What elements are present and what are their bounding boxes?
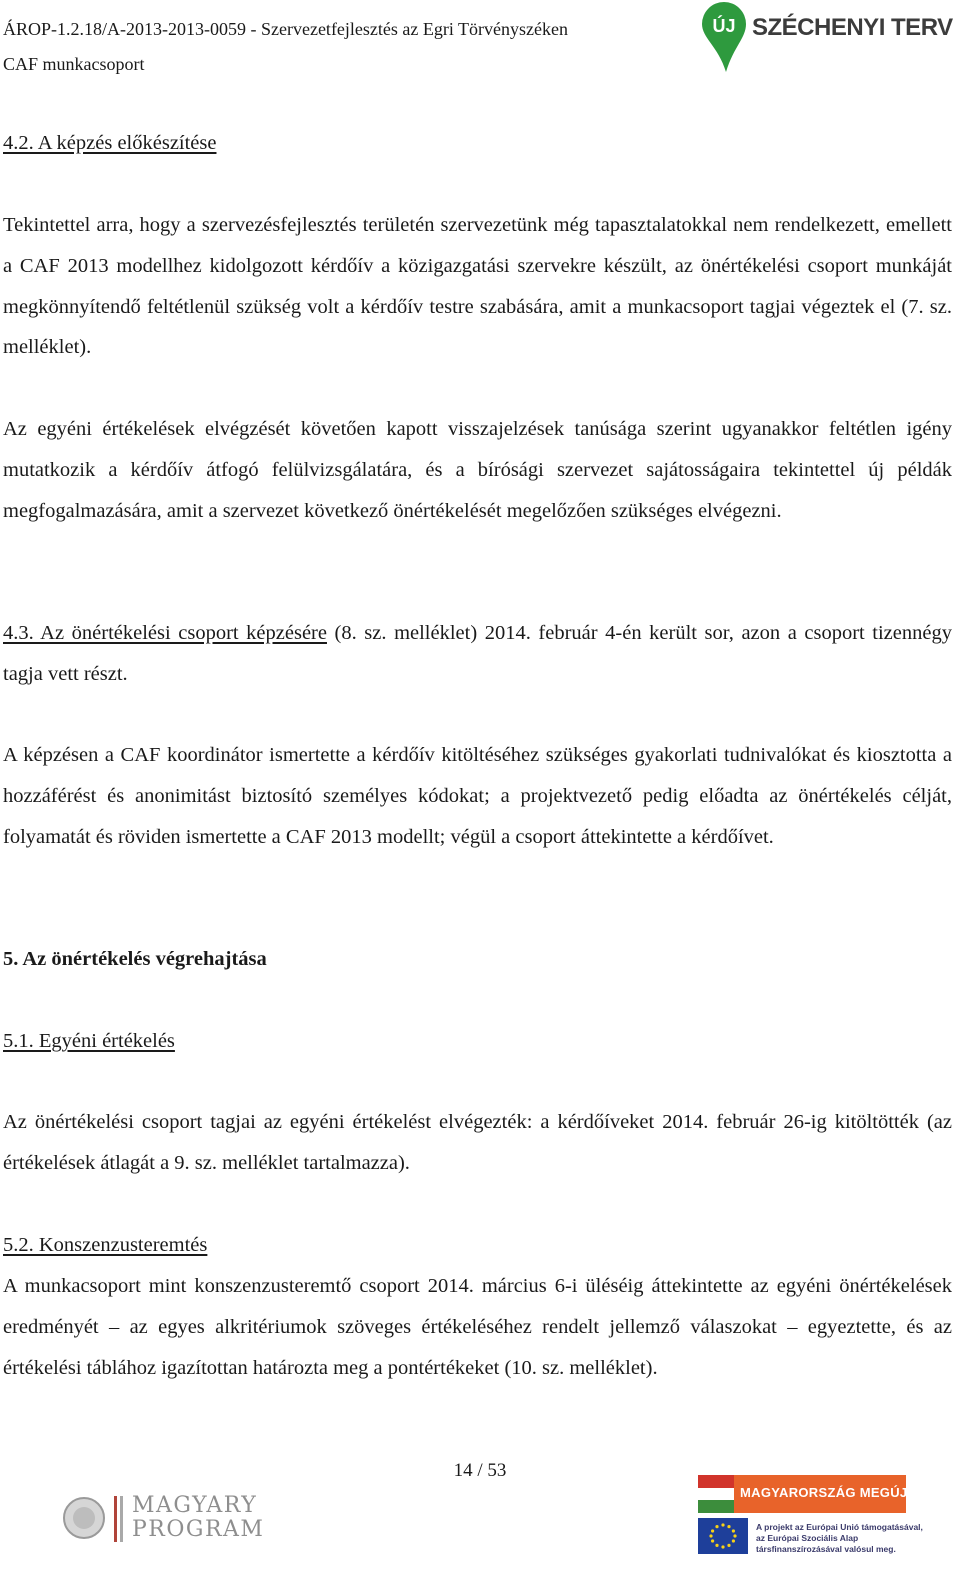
paragraph-1: Tekintettel arra, hogy a szervezésfejlesztés területén szervezetünk még tapasztalatokkal nem rendelkezett, emellett a CAF 2013 modellhez kidolgozott kérdőív a közigazgatási szervekre készült, az önértékelési csoport munkáját megkönnyítendő feltétlenül szükség volt a kérdőív testre szabására, amit a munkacsoport tagjai végeztek el (7. sz. melléklet). <box>3 214 952 359</box>
magyarorszag-megujul-text: MAGYARORSZÁG MEGÚJUL <box>740 1485 926 1500</box>
magyary-name: MAGYARY <box>132 1493 258 1518</box>
header-group-line: CAF munkacsoport <box>3 54 145 74</box>
magyary-program: PROGRAM <box>132 1517 265 1542</box>
paragraph-2: Az egyéni értékelések elvégzését követően kapott visszajelzések tanúsága szerint ugyanakkor feltétlen igény mutatkozik a kérdőív átfogó felülvizsgálatára, és a bírósági szervezet sajátosságaira tekintettel új példák megfogalmazására, amit a szervezet következő önértékelését megelőzően szükséges elvégezni. <box>3 418 952 522</box>
eu-note-line-1: A projekt az Európai Unió támogatásával, <box>756 1522 923 1532</box>
logo-prefix: ÚJ <box>712 16 736 36</box>
paragraph-4: A képzésen a CAF koordinátor ismertette a kérdőív kitöltéséhez szükséges gyakorlati tudnivalókat és kiosztotta a hozzáférést és anonimitást biztosító személyes kódokat; a projektvezető pedig előadta az önértékelés célját, folyamatát és röviden ismertette a CAF 2013 modellt; végül a csoport áttekintette a kérdőívet. <box>3 744 952 848</box>
hungarian-flag-icon <box>698 1475 734 1513</box>
section-5-1-heading: 5.1. Egyéni értékelés <box>3 1030 175 1052</box>
eu-note-line-3: társfinanszírozásával valósul meg. <box>756 1544 896 1554</box>
paragraph-3-text: (8. sz. melléklet) 2014. február 4-én került sor, azon a csoport tizennégy tagja vett részt. <box>3 622 952 685</box>
paragraph-3 <box>3 613 952 695</box>
section-4-2-heading: 4.2. A képzés előkészítése <box>3 132 217 154</box>
header-project-line: ÁROP-1.2.18/A-2013-2013-0059 - Szervezetfejlesztés az Egri Törvényszéken <box>3 19 568 39</box>
magyary-emblem-icon <box>60 1490 130 1546</box>
section-5-heading: 5. Az önértékelés végrehajtása <box>3 948 267 970</box>
szechenyi-logo-text: SZÉCHENYI TERV <box>752 14 953 41</box>
paragraph-5: Az önértékelési csoport tagjai az egyéni értékelést elvégezték: a kérdőíveket 2014. február 26-ig kitöltötték (az értékelések átlagát a 9. sz. melléklet tartalmazza). <box>3 1111 952 1174</box>
section-5-2-heading: 5.2. Konszenzusteremtés <box>3 1234 208 1256</box>
paragraph-6: A munkacsoport mint konszenzusteremtő csoport 2014. március 6-i üléséig áttekintette az egyéni önértékelések eredményét – az egyes alkritériumok szöveges értékeléséhez rendelt jellemző válaszokat – egyeztette, és az értékelési táblához igazítottan határozta meg a pontértékeket (10. sz. melléklet). <box>3 1275 952 1379</box>
eu-note-line-2: az Európai Szociális Alap <box>756 1533 859 1543</box>
eu-flag-icon <box>698 1518 748 1554</box>
page-number: 14 / 53 <box>453 1460 507 1481</box>
section-4-3-heading: 4.3. Az önértékelési csoport képzésére <box>3 622 327 644</box>
